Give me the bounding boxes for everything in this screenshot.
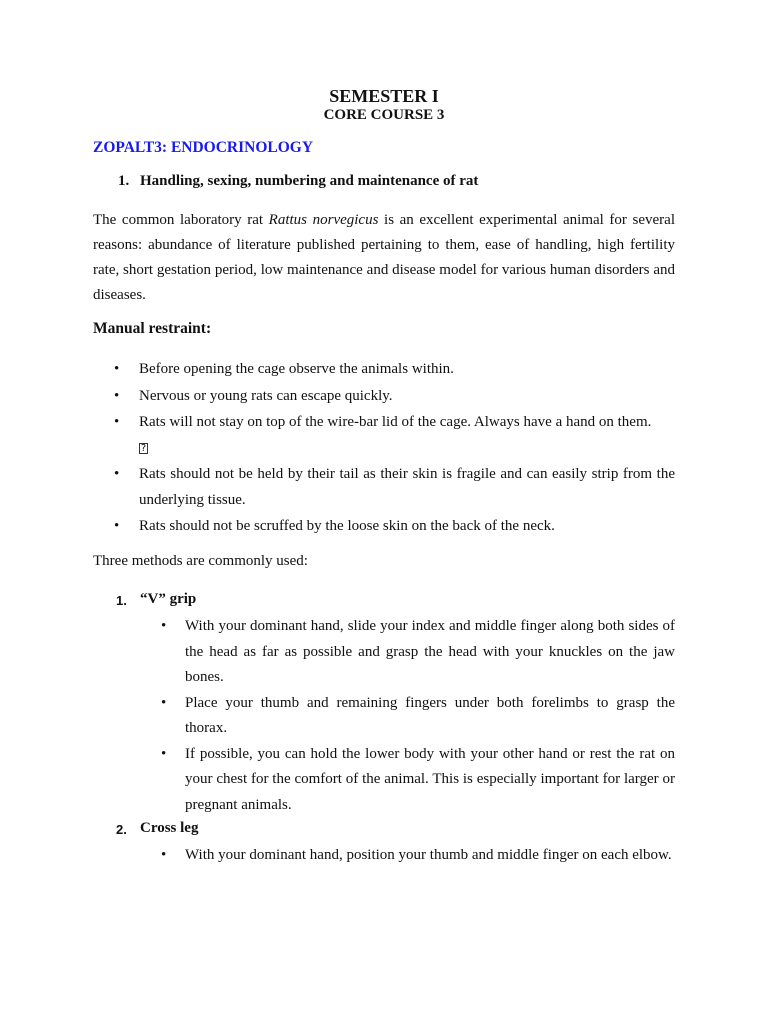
bullet-icon: • (161, 694, 167, 711)
bullet-icon: • (161, 847, 167, 863)
list-item (140, 843, 675, 869)
bullet-icon: • (114, 518, 120, 534)
list-item-text: Rats will not stay on top of the wire-bar lid of the cage. Always have a hand on them. (139, 414, 652, 430)
methods-intro: Three methods are commonly used: (93, 553, 308, 569)
bullet-icon: • (161, 745, 167, 762)
list-item-text: Before opening the cage observe the animals within. (139, 361, 454, 377)
method-title: “V” grip (140, 591, 197, 607)
missing-glyph-icon: ? (140, 442, 147, 454)
core-course-title: CORE COURSE 3 (323, 107, 445, 123)
intro-paragraph (93, 208, 675, 308)
v-grip-steps (140, 614, 675, 818)
method-title: Cross leg (140, 820, 199, 836)
cross-leg-steps (140, 843, 675, 869)
list-item-text: Place your thumb and remaining fingers under both forelimbs to grasp the thorax. (185, 694, 675, 736)
bullet-icon: • (114, 387, 120, 404)
restraint-list (93, 357, 675, 541)
method-number: 1. (116, 593, 127, 608)
list-item-text: With your dominant hand, position your thumb and middle finger on each elbow. (185, 847, 672, 863)
list-item (140, 614, 675, 691)
intro-text-after: is an excellent experimental animal for several reasons: abundance of literature published pertaining to them, ease of handling, high fertility rate, short gestation period, low maintenance and disease model for various human disorders and diseases. (93, 212, 675, 303)
bullet-icon: • (161, 618, 167, 634)
list-item (93, 514, 675, 540)
list-item (140, 742, 675, 819)
intro-text-before: The common laboratory rat (93, 212, 269, 228)
list-item-text: Rats should not be scruffed by the loose skin on the back of the neck. (139, 518, 555, 534)
list-item-text: If possible, you can hold the lower body with your other hand or rest the rat on your chest for the comfort of the animal. This is especially important for larger or pregnant animals. (185, 745, 675, 813)
list-item (140, 691, 675, 742)
bullet-icon: • (114, 414, 120, 430)
species-name: Rattus norvegicus (268, 212, 379, 228)
bullet-icon: • (114, 361, 120, 377)
list-item (93, 462, 675, 513)
list-item (93, 410, 675, 461)
semester-title: SEMESTER I (329, 86, 439, 106)
list-item-text: With your dominant hand, slide your index and middle finger along both sides of the head as far as possible and grasp the head with your knuckles on the jaw bones. (185, 618, 675, 685)
manual-restraint-heading: Manual restraint: (93, 320, 212, 337)
method-number: 2. (116, 822, 127, 837)
section-number: 1. (118, 173, 130, 189)
list-item (93, 357, 675, 383)
bullet-icon: • (114, 466, 120, 482)
course-code-heading: ZOPALT3: ENDOCRINOLOGY (93, 139, 314, 156)
section-title: Handling, sexing, numbering and maintenance of rat (140, 173, 479, 189)
list-item-text: Rats should not be held by their tail as their skin is fragile and can easily strip from the underlying tissue. (139, 466, 675, 508)
list-item-text: Nervous or young rats can escape quickly. (139, 387, 393, 404)
list-item (93, 384, 675, 410)
